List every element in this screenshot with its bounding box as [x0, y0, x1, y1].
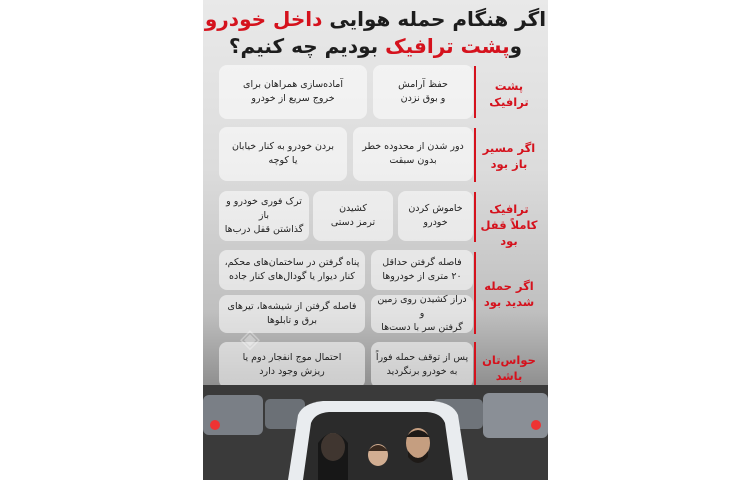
- row-label-severe-attack: اگر حمله شدید بود: [483, 279, 535, 309]
- card-take-shelter: پناه گرفتن در ساختمان‌های محکم، کنار دیوار یا گودال‌های کنار جاده: [219, 250, 365, 290]
- card-move-to-side: بردن خودرو به کنار خیابان یا کوچه: [219, 127, 347, 181]
- car-right-background: [483, 393, 548, 438]
- title-line2-dark-end: بودیم چه کنیم؟: [228, 34, 379, 58]
- traffic-illustration: [203, 385, 548, 480]
- card-do-not-return: پس از توقف حمله فوراً به خودرو برنگردید: [371, 342, 473, 388]
- card-second-blast-warning: احتمال موج انفجار دوم یا ریزش وجود دارد: [219, 342, 365, 388]
- title-line2-red: پشت ترافیک: [385, 34, 510, 58]
- title-line1-dark: اگر هنگام حمله هوایی: [329, 7, 547, 31]
- row-separator: [474, 342, 476, 390]
- card-away-from-glass: فاصله گرفتن از شیشه‌ها، تیرهای برق و تابلوها: [219, 295, 365, 333]
- title-line1-red: داخل خودرو: [204, 7, 323, 31]
- card-prepare-exit: آماده‌سازی همراهان برای خروج سریع از خودرو: [219, 65, 367, 119]
- card-turn-off-engine: خاموش کردن خودرو: [398, 191, 473, 241]
- agency-logo-watermark-icon: ◈: [240, 324, 260, 354]
- row-separator: [474, 192, 476, 242]
- card-leave-danger-zone: دور شدن از محدوده خطر بدون سبقت: [353, 127, 473, 181]
- title-line-2: [203, 33, 548, 60]
- infographic-poster: [203, 0, 548, 480]
- poster-title: [203, 6, 548, 60]
- row-separator: [474, 66, 476, 118]
- row-separator: [474, 128, 476, 182]
- row-label-behind-traffic: پشت ترافیک: [489, 79, 529, 109]
- row-separator: [474, 252, 476, 334]
- title-line2-dark-start: و: [509, 34, 523, 58]
- card-lie-down: دراز کشیدن روی زمین و گرفتن سر با دست‌ها: [371, 295, 473, 333]
- title-line-1: [203, 6, 548, 33]
- tail-light: [531, 420, 541, 430]
- tail-light: [210, 420, 220, 430]
- woman-hijab: [318, 433, 348, 480]
- row-label-be-careful: حواس‌تان باشد: [482, 353, 536, 383]
- card-stay-calm: حفظ آرامش و بوق نزدن: [373, 65, 473, 119]
- row-label-traffic-locked: ترافیک کاملاً قفل بود: [480, 202, 538, 248]
- card-leave-car-unlocked: ترک فوری خودرو و باز گذاشتن قفل درب‌ها: [219, 191, 309, 241]
- row-label-road-open: اگر مسیر باز بود: [482, 141, 536, 171]
- card-distance-from-cars: فاصله گرفتن حداقل ۲۰ متری از خودروها: [371, 250, 473, 290]
- card-handbrake: کشیدن ترمز دستی: [313, 191, 393, 241]
